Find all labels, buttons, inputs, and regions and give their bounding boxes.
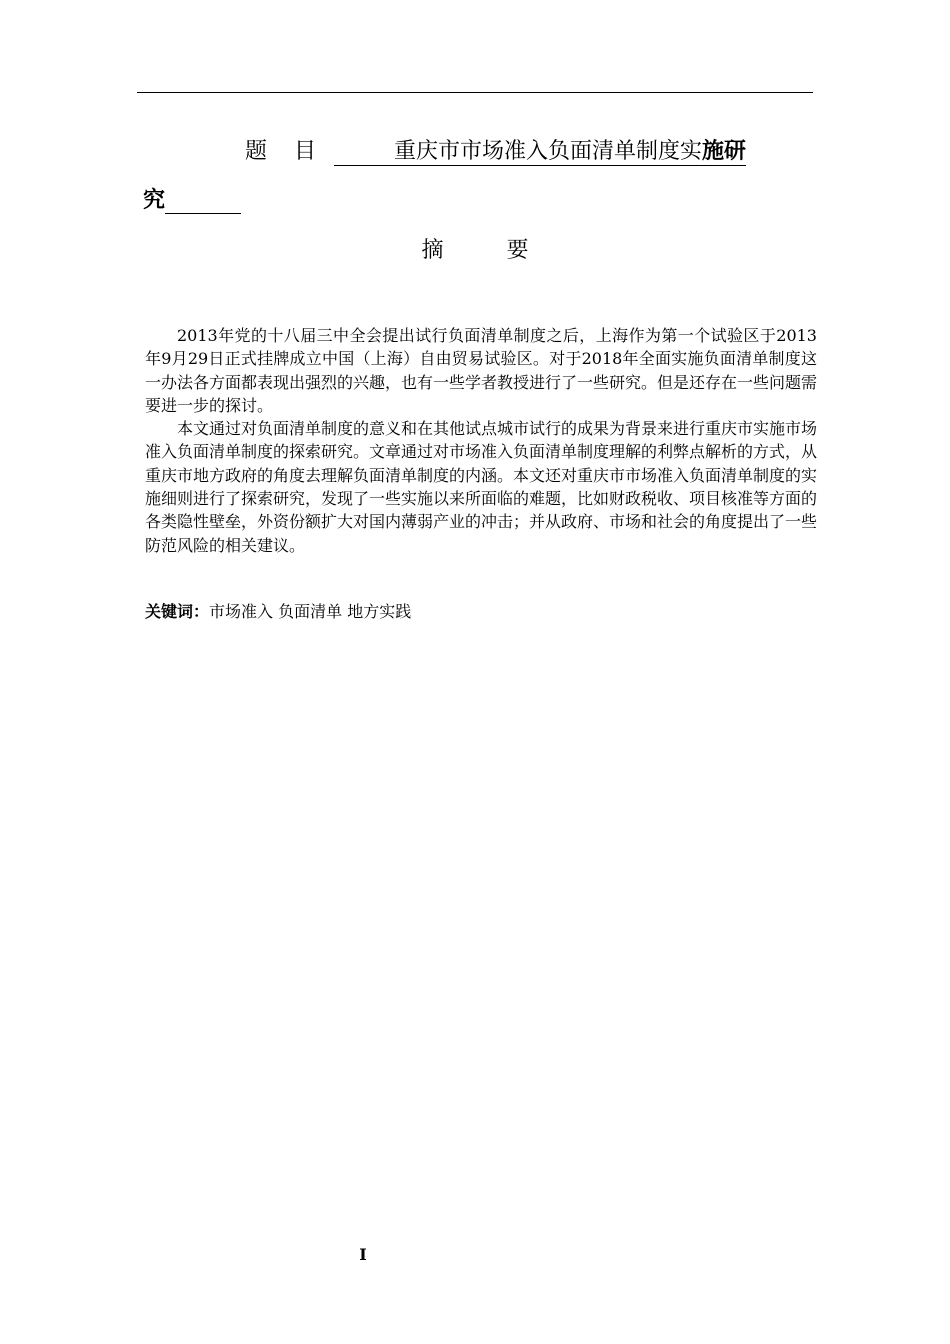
abstract-body xyxy=(145,324,817,557)
title-underline-tail xyxy=(165,191,241,214)
abstract-paragraph-1: 2013年党的十八届三中全会提出试行负面清单制度之后，上海作为第一个试验区于2013年9月29日正式挂牌成立中国（上海）自由贸易试验区。对于2018年全面实施负面清单制度这一办法各方面都表现出强烈的兴趣，也有一些学者教授进行了一些研究。但是还存在一些问题需要进一步的探讨。 xyxy=(145,326,818,415)
title-text-part-1: 重庆市市场准入负面清单制度实 xyxy=(394,139,703,164)
keywords xyxy=(145,600,411,623)
page-number: I xyxy=(359,1245,367,1264)
thesis-title xyxy=(245,136,746,168)
header-rule xyxy=(137,92,813,93)
title-text-part-2: 施研 xyxy=(702,139,747,164)
abstract-heading: 摘 要 xyxy=(421,238,557,263)
thesis-title-continued xyxy=(143,186,241,216)
title-underline-lead xyxy=(334,143,394,166)
title-text-line-2: 究 xyxy=(143,188,166,213)
abstract-paragraph-2: 本文通过对负面清单制度的意义和在其他试点城市试行的成果为背景来进行重庆市实施市场准入负面清单制度的探索研究。文章通过对市场准入负面清单制度理解的利弊点解析的方式，从重庆市地方政府的角度去理解负面清单制度的内涵。本文还对重庆市市场准入负面清单制度的实施细则进行了探索研究，发现了一些实施以来所面临的难题，比如财政税收、项目核准等方面的各类隐性壁垒，外资份额扩大对国内薄弱产业的冲击；并从政府、市场和社会的角度提出了一些防范风险的相关建议。 xyxy=(145,419,818,555)
title-label: 题 目 xyxy=(245,139,326,164)
keywords-value: 市场准入 负面清单 地方实践 xyxy=(209,602,412,621)
keywords-label: 关键词： xyxy=(145,602,210,621)
